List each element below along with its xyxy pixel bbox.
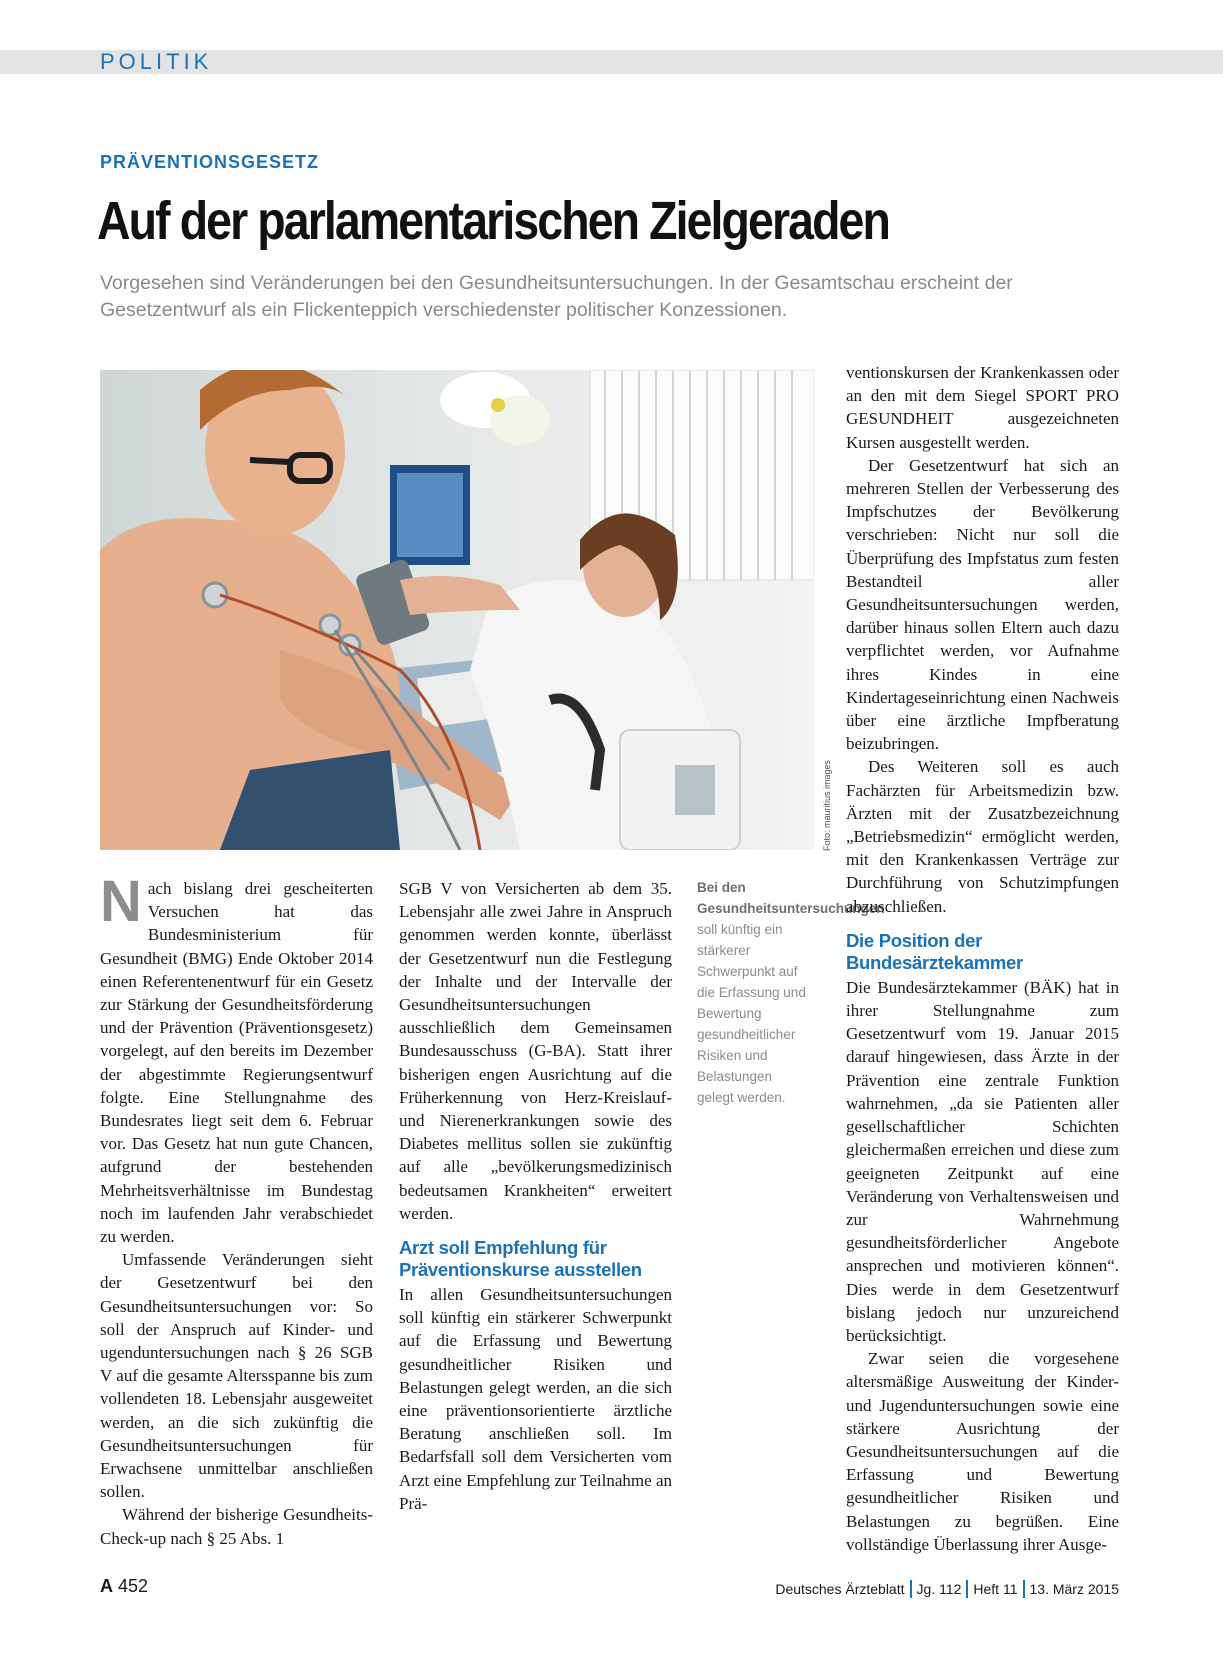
journal-date: 13. März 2015: [1029, 1581, 1119, 1597]
article-headline: Auf der parlamentarischen Zielgeraden: [97, 191, 889, 251]
column-2: [399, 877, 672, 1515]
paragraph: Zwar seien die vorgesehene altersmäßige Ausweitung der Kinder- und Jugenduntersuchungen sowie eine stärkere Ausrichtung der Gesundheitsuntersuchungen auf die Erfassung und Bewertung gesundheitlicher Risiken und Belastungen zu begrüßen. Eine vollständige Überlassung ihrer Ausge-: [846, 1349, 1119, 1554]
paragraph: Während der bisherige Gesundheits-Check-up nach § 25 Abs. 1: [100, 1505, 373, 1548]
journal-name: Deutsches Ärzteblatt: [775, 1581, 905, 1597]
paragraph: In allen Gesundheitsuntersuchungen soll künftig ein stärkerer Schwerpunkt auf die Erfassung und Bewertung gesundheitlicher Risiken und Belastungen gelegt werden, an die sich eine präventionsorientierte ärztliche Beratung anschließen soll. Im Bedarfsfall soll dem Versicherten vom Arzt eine Empfehlung zur Teilnahme an Prä-: [399, 1285, 672, 1513]
section-label: POLITIK: [100, 49, 213, 74]
page-number: [100, 1576, 148, 1597]
caption-text: soll künftig ein stärkerer Schwerpunkt auf die Erfassung und Bewertung gesundheitlicher Risiken und Belastungen gelegt werden.: [697, 922, 806, 1105]
paragraph: Des Weiteren soll es auch Fachärzten für Arbeitsmedizin bzw. Ärzten mit der Zusatzbezeichnung „Betriebsmedizin“ ermöglicht werden, mit den Krankenkassen Verträge zur Durchführung von Schutzimpfungen abzuschließen.: [846, 757, 1119, 916]
paragraph: Der Gesetzentwurf hat sich an mehreren Stellen der Verbesserung des Impfschutzes der Bevölkerung verschrieben: Nicht nur soll die Überprüfung des Impfstatus zum festen Bestandteil aller Gesundheitsuntersuchungen werden, darüber hinaus sollen Eltern auch dazu verpflichtet werden, vor Aufnahme ihres Kindes in eine Kindertageseinrichtung einen Nachweis über eine ärztliche Impfberatung beizubringen.: [846, 455, 1119, 754]
dropcap: N: [100, 869, 142, 934]
paragraph: SGB V von Versicherten ab dem 35. Lebensjahr alle zwei Jahre in Anspruch genommen werden konnte, überlässt der Gesetzentwurf nun die Festlegung der Inhalte und der Intervalle der Gesundheitsuntersuchungen ausschließlich dem Gemeinsamen Bundesausschuss (G-BA). Statt ihrer bisherigen engen Ausrichtung auf die Früherkennung von Herz-Kreislauf- und Nierenerkrankungen sowie des Diabetes mellitus sollen sie zukünftig auf alle „bevölkerungsmedizinisch bedeutsamen Krankheiten“ erweitert werden.: [399, 879, 672, 1223]
subheading: Die Position der Bundesärztekammer: [846, 929, 1023, 973]
paragraph: Die Bundesärztekammer (BÄK) hat in ihrer Stellungnahme zum Gesetzentwurf vom 19. Januar 2015 darauf hingewiesen, dass Ärzte in der Prävention eine zentrale Funktion wahrnehmen, „da sie Patienten aller gesellschaftlicher Schichten gleichermaßen erreichen und diese zum geeigneten Zeitpunkt auf eine Veränderung von Verhaltensweisen und zur Wahrnehmung gesundheitsförderlicher Angebote ansprechen und motivieren können“. Dies werde in dem Gesetzentwurf bislang jedoch nur unzureichend berücksichtigt.: [846, 977, 1119, 1345]
footer-separator: [966, 1580, 968, 1598]
article-photo: [100, 370, 814, 850]
paragraph: Nach bislang drei gescheiterten Versuchen hat das Bundesministerium für Gesundheit (BMG) Ende Oktober 2014 einen Referentenentwurf für ein Gesetz zur Stärkung der Gesundheitsförderung und der Prävention (Präventionsgesetz) vorgelegt, auf den bereits im Dezember der abgestimmte Regierungsentwurf folgte. Eine Stellungnahme des Bundesrates liegt seit dem 6. Februar vor. Das Gesetz hat nun gute Chancen, aufgrund der bestehenden Mehrheitsverhältnisse im Bundestag noch im laufenden Jahr verabschiedet zu werden.: [100, 869, 373, 1247]
page-letter: A: [100, 1576, 113, 1596]
caption-lead: Bei den Gesundheitsuntersuchungen: [697, 880, 885, 916]
journal-volume: Jg. 112: [916, 1581, 962, 1597]
paragraph: ventionskursen der Krankenkassen oder an den mit dem Siegel SPORT PRO GESUNDHEIT ausgezeichneten Kursen ausgestellt werden.: [846, 363, 1119, 452]
footer-separator: [1023, 1580, 1025, 1598]
photo-credit: Foto: mauritius images: [822, 759, 832, 851]
journal-footer: [775, 1580, 1119, 1598]
column-3: [846, 361, 1119, 1556]
photo-caption: [697, 877, 885, 1108]
article-dek: Vorgesehen sind Veränderungen bei den Gesundheitsuntersuchungen. In der Gesamtschau erscheint der Gesetzentwurf als ein Flickenteppich verschiedenster politischer Konzessionen.: [100, 272, 1013, 321]
footer-separator: [910, 1580, 912, 1598]
subheading: Arzt soll Empfehlung für Präventionskurse ausstellen: [399, 1237, 642, 1281]
column-1: [100, 869, 373, 1550]
article-kicker: PRÄVENTIONSGESETZ: [100, 152, 320, 172]
journal-issue: Heft 11: [973, 1581, 1018, 1597]
paragraph: Umfassende Veränderungen sieht der Gesetzentwurf bei den Gesundheitsuntersuchungen vor: So soll der Anspruch auf Kinder- und ugenduntersuchungen nach § 26 SGB V auf die gesamte Altersspanne bis zum vollendeten 18. Lebensjahr ausgeweitet werden, an die sich zukünftig die Gesundheitsuntersuchungen für Erwachsene unmittelbar anschließen sollen.: [100, 1250, 373, 1502]
page-number-value: 452: [118, 1576, 149, 1596]
